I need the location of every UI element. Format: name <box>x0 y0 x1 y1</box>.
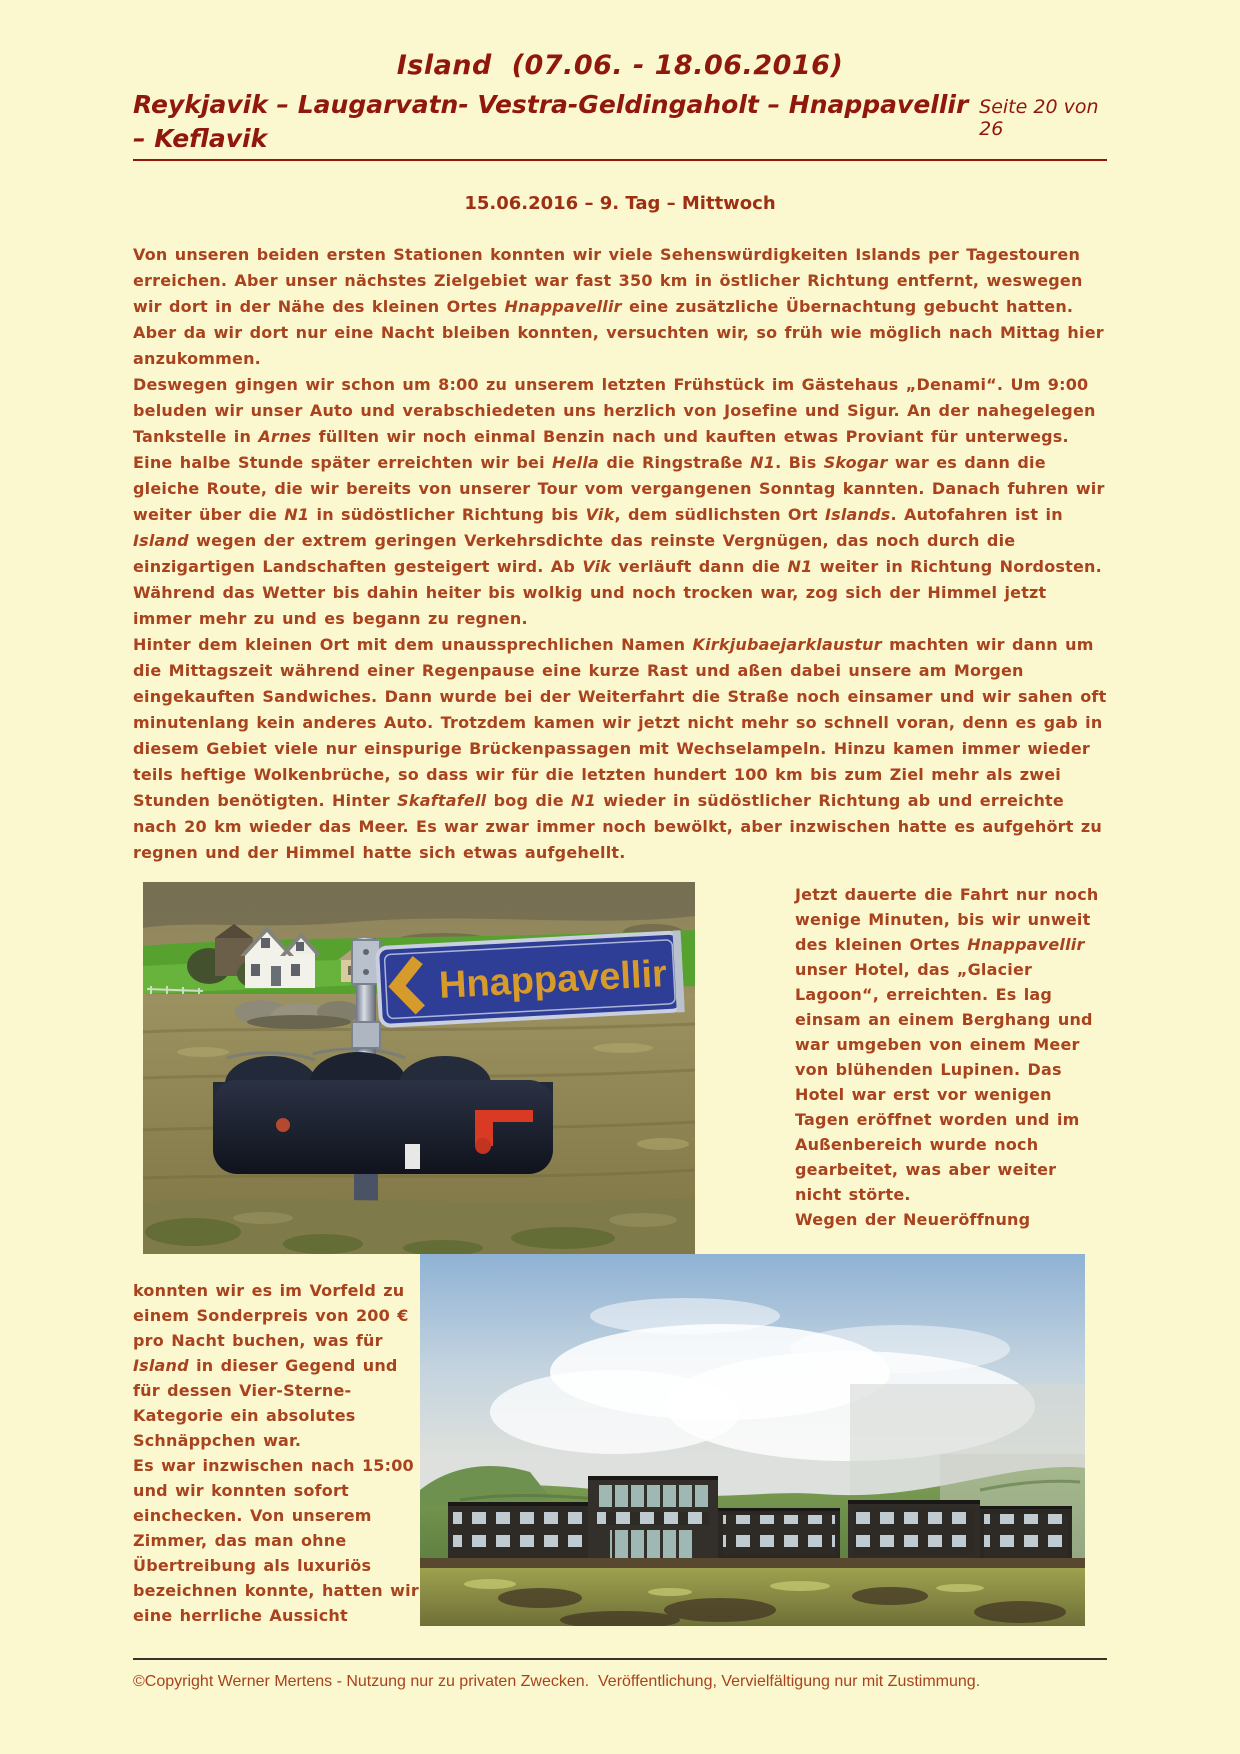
sign-label: Hnappavellir <box>437 953 668 1007</box>
photo-hotel-glacier-lagoon <box>420 1254 1085 1626</box>
footer-divider <box>133 1658 1107 1660</box>
page-footer <box>133 1658 1107 1696</box>
body-paragraph: Wegen der Neueröffnung <box>795 1210 1031 1229</box>
body-paragraph: Deswegen gingen wir schon um 8:00 zu unserem letzten Frühstück im Gästehaus „Denami“. Um 9:00 beluden wir unser Auto und verabschiedeten uns herzlich von Josefine und Sigur. An der nahegelegen Tankstelle in Arnes füllten wir noch einmal Benzin nach und kauften etwas Proviant für unterwegs. <box>133 375 1096 446</box>
route-subtitle <box>133 88 1107 161</box>
main-text-block <box>133 242 1107 866</box>
date-heading: 15.06.2016 – 9. Tag – Mittwoch <box>464 193 776 214</box>
page-number: Seite 20 von 26 <box>979 96 1099 140</box>
body-paragraph: Jetzt dauerte die Fahrt nur noch wenige Minuten, bis wir unweit des kleinen Ortes Hnappavellir unser Hotel, das „Glacier Lagoon“, erreichten. Es lag einsam an einem Berghang und war umgeben von einem Meer von blühenden Lupinen. Das Hotel war erst vor wenigen Tagen eröffnet worden und im Außenbereich wurde noch gearbeitet, was aber weiter nicht störte. <box>795 885 1099 1204</box>
copyright-text: ©Copyright Werner Mertens - Nutzung nur zu privaten Zwecken. Veröffentlichung, Vervielfältigung nur mit Zustimmung. <box>133 1673 981 1690</box>
body-paragraph: konnten wir es im Vorfeld zu einem Sonderpreis von 200 € pro Nacht buchen, was für Island in dieser Gegend und für dessen Vier-Sterne-Kategorie ein absolutes Schnäppchen war. <box>133 1281 409 1450</box>
mailbox-label <box>405 1144 420 1169</box>
right-text-column <box>795 882 1107 1232</box>
page-title: Island (07.06. - 18.06.2016) <box>396 50 844 81</box>
left-text-column <box>133 1254 420 1628</box>
document-header <box>133 48 1107 214</box>
body-paragraph: Eine halbe Stunde später erreichten wir bei Hella die Ringstraße N1. Bis Skogar war es dann die gleiche Route, die wir bereits von unserer Tour vom vergangenen Sonntag kannten. Danach fuhren wir weiter über die N1 in südöstlicher Richtung bis Vik, dem südlichsten Ort Islands. Autofahren ist in Island wegen der extrem geringen Verkehrsdichte das reinste Vergnügen, das noch durch die einzigartigen Landschaften gesteigert wird. Ab Vik verläuft dann die N1 weiter in Richtung Nordosten. Während das Wetter bis dahin heiter bis wolkig und noch trocken war, zog sich der Himmel jetzt immer mehr zu und es begann zu regnen. <box>133 453 1105 628</box>
body-paragraph: Hinter dem kleinen Ort mit dem unaussprechlichen Namen Kirkjubaejarklaustur machten wir dann um die Mittagszeit während einer Regenpause eine kurze Rast und aßen dabei unsere am Morgen eingekauften Sandwiches. Dann wurde bei der Weiterfahrt die Straße noch einsamer und wir sahen oft minutenlang kein anderes Auto. Trotzdem kamen wir jetzt nicht mehr so schnell voran, denn es gab in diesem Gebiet viele nur einspurige Brückenpassagen mit Wechselampeln. Hinzu kamen immer wieder teils heftige Wolkenbrüche, so dass wir für die letzten hundert 100 km bis zum Ziel mehr als zwei Stunden benötigten. Hinter Skaftafell bog die N1 wieder in südöstlicher Richtung ab und erreichte nach 20 km wieder das Meer. Es war zwar immer noch bewölkt, aber inzwischen hatte es aufgehört zu regnen und der Himmel hatte sich etwas aufgehellt. <box>133 635 1107 862</box>
route-text: Reykjavik – Laugarvatn- Vestra-Geldingaholt – Hnappavellir – Keflavik <box>133 90 969 153</box>
rocks <box>235 1000 361 1029</box>
sign-photo-row <box>133 882 1107 1254</box>
photo-hnappavellir-sign <box>143 882 695 1254</box>
body-paragraph: Von unseren beiden ersten Stationen konnten wir viele Sehenswürdigkeiten Islands per Tagestouren erreichen. Aber unser nächstes Zielgebiet war fast 350 km in östlicher Richtung entfernt, weswegen wir dort in der Nähe des kleinen Ortes Hnappavellir eine zusätzliche Übernachtung gebucht hatten. Aber da wir dort nur eine Nacht bleiben konnten, versuchten wir, so früh wie möglich nach Mittag hier anzukommen. <box>133 245 1104 368</box>
body-paragraph: Es war inzwischen nach 15:00 und wir konnten sofort einchecken. Von unserem Zimmer, das man ohne Übertreibung als luxuriös bezeichnen konnte, hatten wir eine herrliche Aussicht <box>133 1456 419 1625</box>
hotel-photo-row <box>133 1254 1107 1628</box>
direction-sign <box>377 930 685 1028</box>
